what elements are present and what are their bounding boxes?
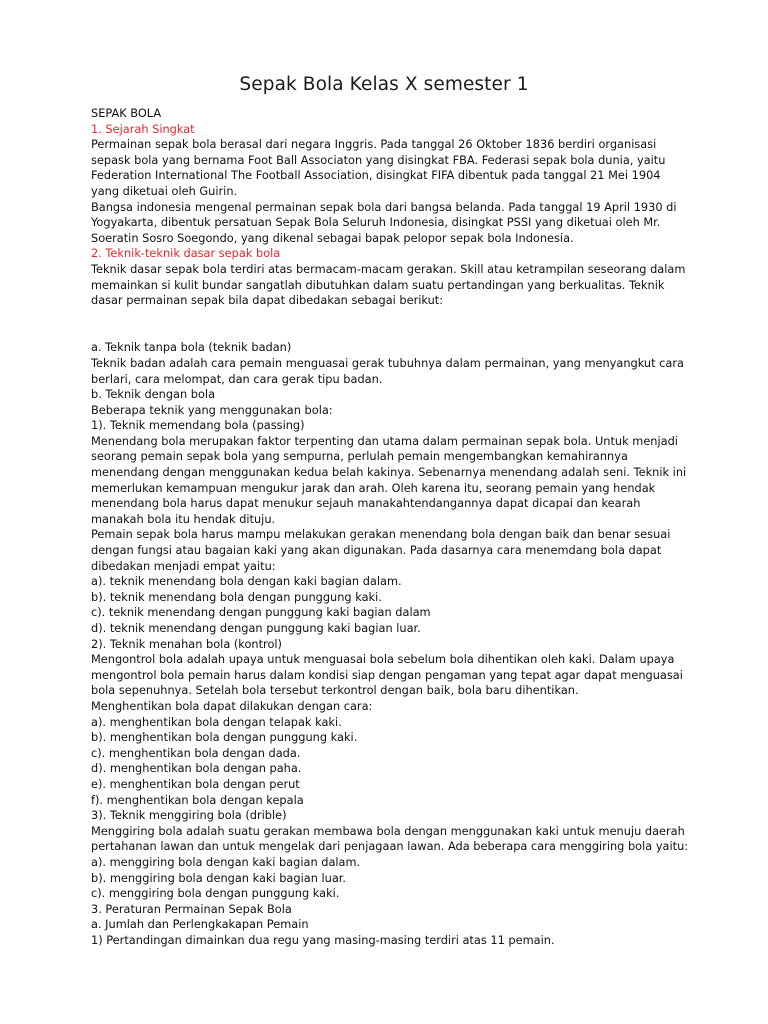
text-line: a. Jumlah dan Perlengkakapan Pemain (91, 917, 309, 932)
text-line: d). teknik menendang dengan punggung kaki bagian luar. (91, 621, 421, 635)
text-line: Teknik badan adalah cara pemain menguasai gerak tubuhnya dalam permainan, yang menyangkut cara (91, 355, 684, 370)
text-line: Menghentikan bola dapat dilakukan dengan cara: (91, 698, 373, 713)
text-line: b). menghentikan bola dengan punggung kaki. (91, 730, 358, 745)
text-line: Federation International The Football Association, disingkat FIFA dibentuk pada tanggal 21 Mei 1904 (91, 168, 661, 183)
blank-line (91, 325, 691, 341)
text-line: c). teknik menendang dengan punggung kaki bagian dalam (91, 605, 431, 620)
text-line: yang diketuai oleh Guirin. (91, 183, 238, 198)
text-line: f). menghentikan bola dengan kepala (91, 792, 304, 807)
text-line: Yogyakarta, dibentuk persatuan Sepak Bola Seluruh Indonesia, disingkat PSSI yang diketuai oleh Mr. (91, 215, 661, 230)
text-line: c). menghentikan bola dengan dada. (91, 745, 301, 760)
text-line: seorang pemain sepak bola yang sempurna, perlulah pemain mengembangkan kemahirannya (91, 449, 628, 464)
text-line: dibedakan menjadi empat yaitu: (91, 558, 276, 573)
text-line: e). menghentikan bola dengan perut (91, 776, 300, 791)
text-line: bola sepenuhnya. Setelah bola tersebut terkontrol dengan baik, bola baru dihentikan. (91, 683, 579, 698)
blank-line (91, 309, 691, 325)
section-teknik-intro (91, 262, 691, 309)
section-heading-teknik: 2. Teknik-teknik dasar sepak bola (91, 246, 281, 261)
text-line: 1) Pertandingan dimainkan dua regu yang masing-masing terdiri atas 11 pemain. (91, 932, 555, 947)
text-line: dasar permainan sepak bila dapat dibedakan sebagai berikut: (91, 293, 444, 308)
section-sejarah-text (91, 137, 691, 246)
text-line: Menggiring bola adalah suatu gerakan membawa bola dengan menggunakan kaki untuk menuju daerah (91, 823, 685, 838)
section-teknik-text (91, 340, 691, 948)
text-line: berlari, cara melompat, dan cara gerak tipu badan. (91, 371, 383, 386)
text-line: a. Teknik tanpa bola (teknik badan) (91, 340, 292, 355)
text-line: Teknik dasar sepak bola terdiri atas bermacam-macam gerakan. Skill atau ketrampilan seseorang dalam (91, 261, 686, 276)
text-line: menendang bola harus dapat menukur sejauh manakahtendangannya dapat dicapai dan kearah (91, 496, 641, 511)
top-label: SEPAK BOLA (91, 106, 162, 120)
text-line: dengan fungsi atau bagaian kaki yang akan digunakan. Pada dasarnya cara menemdang bola dapat (91, 543, 662, 558)
text-line: b). teknik menendang bola dengan punggung kaki. (91, 589, 382, 604)
text-line: Soeratin Sosro Soegondo, yang dikenal sebagai bapak pelopor sepak bola Indonesia. (91, 230, 574, 245)
text-line: pertahanan lawan dan untuk mengelak dari penjagaan lawan. Ada beberapa cara menggiring bola yaitu: (91, 839, 689, 854)
text-line: memainkan si kulit bundar sangatlah dibutuhkan dalam suatu pertandingan yang berkualitas. Teknik (91, 277, 665, 292)
document-body (91, 106, 691, 948)
text-line: memerlukan kemampuan mengukur jarak dan arah. Oleh karena itu, seorang pemain yang hendak (91, 480, 656, 495)
text-line: mengontrol bola pemain harus dalam kondisi siap dengan pengaman yang tepat agar dapat menguasai (91, 667, 683, 682)
text-line: d). menghentikan bola dengan paha. (91, 761, 302, 776)
document-title: Sepak Bola Kelas X semester 1 (239, 74, 529, 95)
text-line: 2). Teknik menahan bola (kontrol) (91, 636, 282, 651)
text-line: Permainan sepak bola berasal dari negara Inggris. Pada tanggal 26 Oktober 1836 berdiri organisasi (91, 137, 657, 152)
text-line: Menendang bola merupakan faktor terpenting dan utama dalam permainan sepak bola. Untuk menjadi (91, 433, 678, 448)
text-line: Beberapa teknik yang menggunakan bola: (91, 402, 333, 417)
text-line: Bangsa indonesia mengenal permainan sepak bola dari bangsa belanda. Pada tanggal 19 April 1930 di (91, 199, 677, 214)
text-line: b. Teknik dengan bola (91, 387, 216, 402)
text-line: 3. Peraturan Permainan Sepak Bola (91, 901, 292, 916)
section-heading-sejarah: 1. Sejarah Singkat (91, 121, 195, 136)
text-line: sepask bola yang bernama Foot Ball Associaton yang disingkat FBA. Federasi sepak bola dunia, yaitu (91, 152, 666, 167)
text-line: a). menggiring bola dengan kaki bagian dalam. (91, 854, 361, 869)
text-line: a). menghentikan bola dengan telapak kaki. (91, 714, 342, 729)
text-line: 1). Teknik memendang bola (passing) (91, 418, 305, 433)
text-line: a). teknik menendang bola dengan kaki bagian dalam. (91, 574, 402, 589)
text-line: manakah bola itu hendak dituju. (91, 511, 276, 526)
text-line: Pemain sepak bola harus mampu melakukan gerakan menendang bola dengan baik dan benar sesuai (91, 527, 671, 542)
text-line: b). menggiring bola dengan kaki bagian luar. (91, 870, 347, 885)
text-line: Mengontrol bola adalah upaya untuk menguasai bola sebelum bola dihentikan oleh kaki. Dalam upaya (91, 652, 675, 667)
text-line: c). menggiring bola dengan punggung kaki. (91, 886, 340, 901)
text-line: 3). Teknik menggiring bola (drible) (91, 808, 287, 823)
text-line: menendang dengan menggunakan kedua belah kakinya. Sebenarnya menendang adalah seni. Teknik ini (91, 465, 687, 480)
